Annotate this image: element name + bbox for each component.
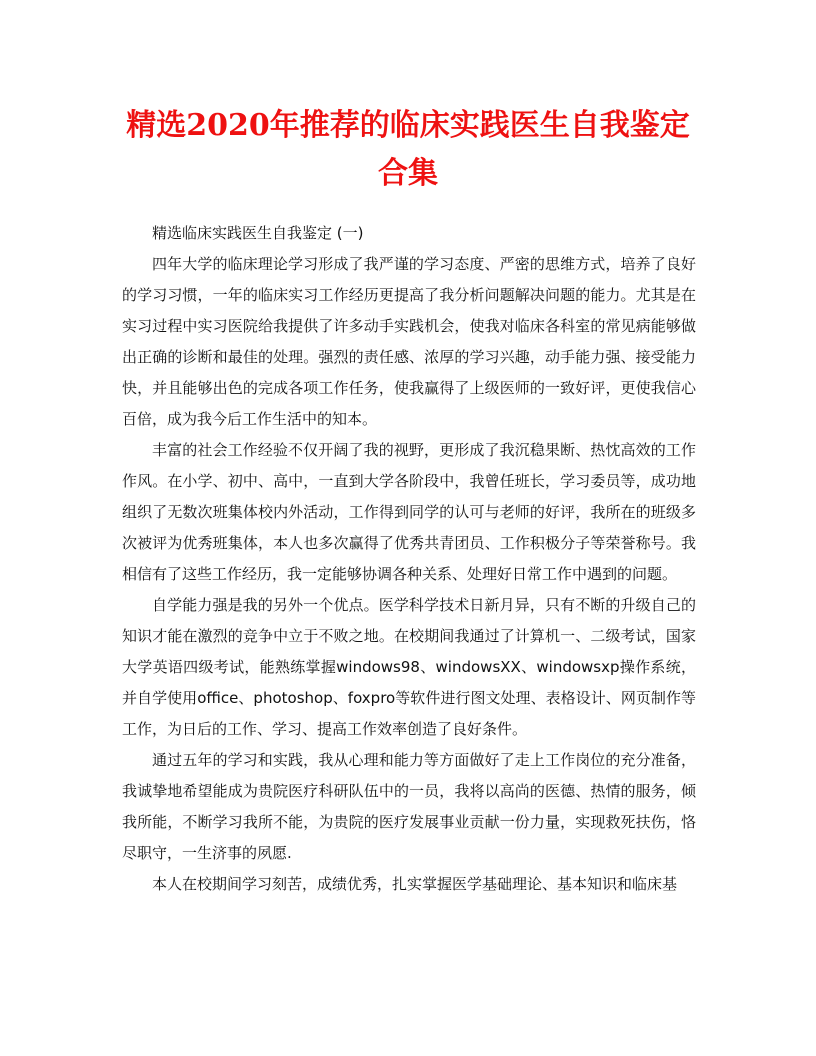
document-title: 精选2020年推荐的临床实践医生自我鉴定合集 xyxy=(126,108,690,191)
document-body xyxy=(122,218,696,900)
paragraph-4: 通过五年的学习和实践，我从心理和能力等方面做好了走上工作岗位的充分准备，我诚挚地希望能成为贵院医疗科研队伍中的一员，我将以高尚的医德、热情的服务，倾我所能，不断学习我所不能，为贵院的医疗发展事业贡献一份力量，实现救死扶伤，恪尽职守，一生济事的夙愿. xyxy=(122,751,696,862)
paragraph-2: 丰富的社会工作经验不仅开阔了我的视野，更形成了我沉稳果断、热忱高效的工作作风。在小学、初中、高中，一直到大学各阶段中，我曾任班长，学习委员等，成功地组织了无数次班集体校内外活动，工作得到同学的认可与老师的好评，我所在的班级多次被评为优秀班集体，本人也多次赢得了优秀共青团员、工作积极分子等荣誉称号。我相信有了这些工作经历，我一定能够协调各种关系、处理好日常工作中遇到的问题。 xyxy=(122,441,696,583)
paragraph-1: 四年大学的临床理论学习形成了我严谨的学习态度、严密的思维方式，培养了良好的学习习惯，一年的临床实习工作经历更提高了我分析问题解决问题的能力。尤其是在实习过程中实习医院给我提供了许多动手实践机会，使我对临床各科室的常见病能够做出正确的诊断和最佳的处理。强烈的责任感、浓厚的学习兴趣，动手能力强、接受能力快，并且能够出色的完成各项工作任务，使我赢得了上级医师的一致好评，更使我信心百倍，成为我今后工作生活中的知本。 xyxy=(122,255,696,428)
paragraph-5: 本人在校期间学习刻苦，成绩优秀，扎实掌握医学基础理论、基本知识和临床基 xyxy=(152,875,678,893)
section-heading: 精选临床实践医生自我鉴定 (一) xyxy=(152,224,364,242)
paragraph-3: 自学能力强是我的另外一个优点。医学科学技术日新月异，只有不断的升级自己的知识才能在激烈的竞争中立于不败之地。在校期间我通过了计算机一、二级考试，国家大学英语四级考试，能熟练掌握windows98、windowsXX、windowsxp操作系统，并自学使用office、photoshop、foxpro等软件进行图文处理、表格设计、网页制作等工作，为日后的工作、学习、提高工作效率创造了良好条件。 xyxy=(122,596,696,738)
